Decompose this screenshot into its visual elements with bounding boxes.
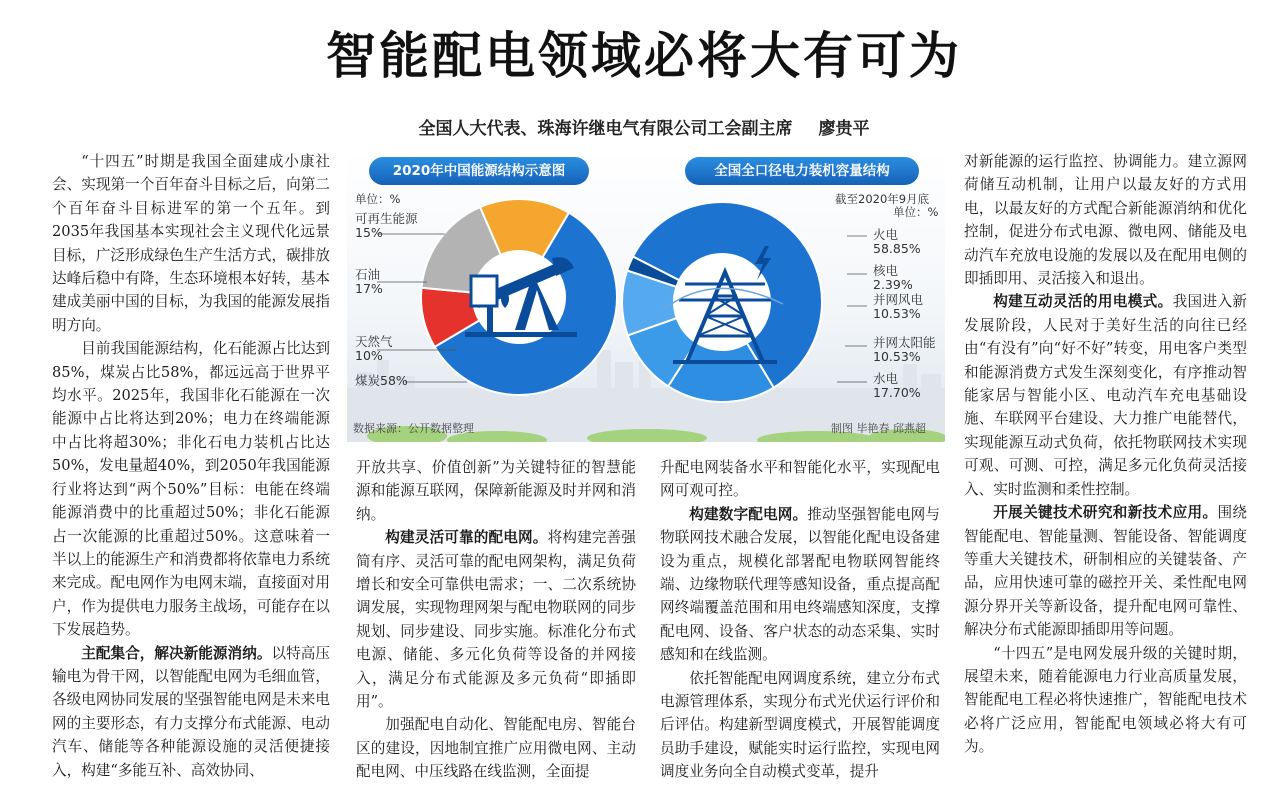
legend-nuclear: 核电 2.39% xyxy=(873,263,913,292)
legend-hydro: 水电 17.70% xyxy=(873,371,921,400)
article-column-2 xyxy=(356,456,636,784)
paragraph-text: 将构建完善强简有序、灵活可靠的配电网架构，满足负荷增长和安全可靠供电需求；一、二次系统协调发展，实现物理网架与配电物联网的同步规划、同步建设、同步实施。标准化分布式电源、储能、多元化负荷等设备的并网接入，满足分布式能源及多元负荷“即插即用”。 xyxy=(356,529,636,711)
paragraph: “十四五”时期是我国全面建成小康社会、实现第一个百年奋斗目标之后，向第二个百年奋斗目标进军的第一个五年。到2035年我国基本实现社会主义现代化远景目标，广泛形成绿色生产生活方式，碳排放达峰后稳中有降，生态环境根本好转，基本建成美丽中国的目标，为我国的能源发展指明方向。 xyxy=(52,153,330,334)
section-heading: 开展关键技术研究和新技术应用。 xyxy=(993,504,1218,522)
legend-thermal: 火电 58.85% xyxy=(873,227,921,256)
graphic-credit: 制图 毕艳春 邱燕超 xyxy=(831,422,926,435)
paragraph-text: 围绕智能配电、智能量测、智能设备、智能调度等重大关键技术，研制相应的关键装备、产品，应用快速可靠的磁控开关、柔性配电网源分界开关等新设备，提升配电网可靠性、解决分布式能源即插即用等问题。 xyxy=(964,504,1247,639)
section-heading: 构建互动灵活的用电模式。 xyxy=(993,293,1173,311)
left-unit: 单位：% xyxy=(355,192,401,206)
legend-coal: 煤炭58% xyxy=(355,373,408,388)
paragraph: 升配电网装备水平和智能化水平，实现配电网可观可控。 xyxy=(660,459,940,500)
article-title: 智能配电领域必将大有可为 xyxy=(326,27,962,85)
author-position: 全国人大代表、珠海许继电气有限公司工会副主席 xyxy=(418,119,793,139)
section-heading: 主配集合，解决新能源消纳。 xyxy=(81,644,272,662)
paragraph: 依托智能配电网调度系统，建立分布式电源管理体系，实现分布式光伏运行评价和后评估。构建新型调度模式，开展智能调度员助手建设，赋能实时运行监控，实现电网调度业务向全自动模式变革，提升 xyxy=(660,669,940,781)
paragraph: “十四五”是电网发展升级的关键时期，展望未来，随着能源电力行业高质量发展，智能配电工程必将快速推广，智能配电技术必将广泛应用，智能配电领域必将大有可为。 xyxy=(964,644,1247,756)
legend-renewable: 可再生能源 15% xyxy=(355,211,418,240)
author-name: 廖贵平 xyxy=(818,119,870,139)
article-column-4 xyxy=(964,150,1247,759)
right-date: 截至2020年9月底 xyxy=(835,192,930,206)
section-heading: 构建灵活可靠的配电网。 xyxy=(385,529,548,547)
right-unit: 单位：% xyxy=(893,205,939,219)
legend-gas: 天然气 10% xyxy=(355,334,393,363)
legend-solar: 并网太阳能 10.53% xyxy=(873,335,936,364)
legend-wind: 并网风电 10.53% xyxy=(873,292,924,321)
data-source: 数据来源：公开数据整理 xyxy=(353,422,474,435)
paragraph: 开放共享、价值创新”为关键特征的智慧能源和能源互联网，保障新能源及时并网和消纳。 xyxy=(356,459,636,523)
legend-oil: 石油 17% xyxy=(355,267,383,296)
article-column-3 xyxy=(660,456,940,784)
paragraph: 目前我国能源结构，化石能源占比达到85%，煤炭占比58%，都远远高于世界平均水平。2025年，我国非化石能源在一次能源中占比将达到20%；电力在终端能源中占比将超30%；非化石电力装机占比达50%，发电量超40%，到2050年我国能源行业将达到“两个50%”目标：电能在终端能源消费中的比重超过50%；非化石能源占一次能源的比重超过50%。这意味着一半以上的能源生产和消费都将依靠电力系统来完成。配电网作为电网末端，直接面对用户，作为提供电力服务主战场，可能存在以下发展趋势。 xyxy=(52,340,330,639)
paragraph: 对新能源的运行监控、协调能力。建立源网荷储互动机制，让用户以最友好的方式用电，以最友好的方式配合新能源消纳和优化控制，促进分布式电源、微电网、储能及电动汽车充放电设施的发展以及在配用电侧的即插即用、灵活接入和退出。 xyxy=(964,153,1247,288)
energy-structure-donut xyxy=(421,199,617,395)
left-chart-title: 2020年中国能源结构示意图 xyxy=(369,157,589,185)
paragraph-text: 推动坚强智能电网与物联网技术融合发展，以智能化配电设备建设为重点，规模化部署配电物联网智能终端、边缘物联代理等感知设备，重点提高配网终端覆盖范围和用电终端感知深度，支撑配电网、设备、客户状态的动态采集、实时感知和在线监测。 xyxy=(660,505,940,664)
paragraph xyxy=(964,501,1247,641)
paragraph: 加强配电自动化、智能配电房、智能台区的建设，因地制宜推广应用微电网、主动配电网、中压线路在线监测，全面提 xyxy=(356,716,636,781)
paragraph xyxy=(356,526,636,713)
article-column-1 xyxy=(52,150,330,782)
paragraph-text: 以特高压输电为骨干网，以智能配电网为毛细血管，各级电网协同发展的坚强智能电网是未来电网的主要形态，有力支撑分布式能源、电动汽车、储能等各种能源设施的灵活便捷接入，构建“多能互补、高效协同、 xyxy=(52,644,330,779)
right-chart-title: 全国全口径电力装机容量结构 xyxy=(685,157,919,185)
paragraph xyxy=(660,503,940,667)
section-heading: 构建数字配电网。 xyxy=(689,505,808,523)
byline xyxy=(0,114,1288,139)
paragraph xyxy=(52,642,330,782)
paragraph xyxy=(964,290,1247,501)
energy-infographic xyxy=(347,150,945,442)
paragraph-text: 我国进入新发展阶段，人民对于美好生活的向往已经由“有没有”向“好不好”转变，用电客户类型和能源消费方式发生深刻变化，有序推动智能家居与智能小区、电动汽车充电基础设施、车联网平台建设、大力推广电能替代，实现能源互动式负荷，依托物联网技术实现可观、可测、可控，满足多元化负荷灵活接入、实时监测和柔性控制。 xyxy=(964,293,1247,498)
